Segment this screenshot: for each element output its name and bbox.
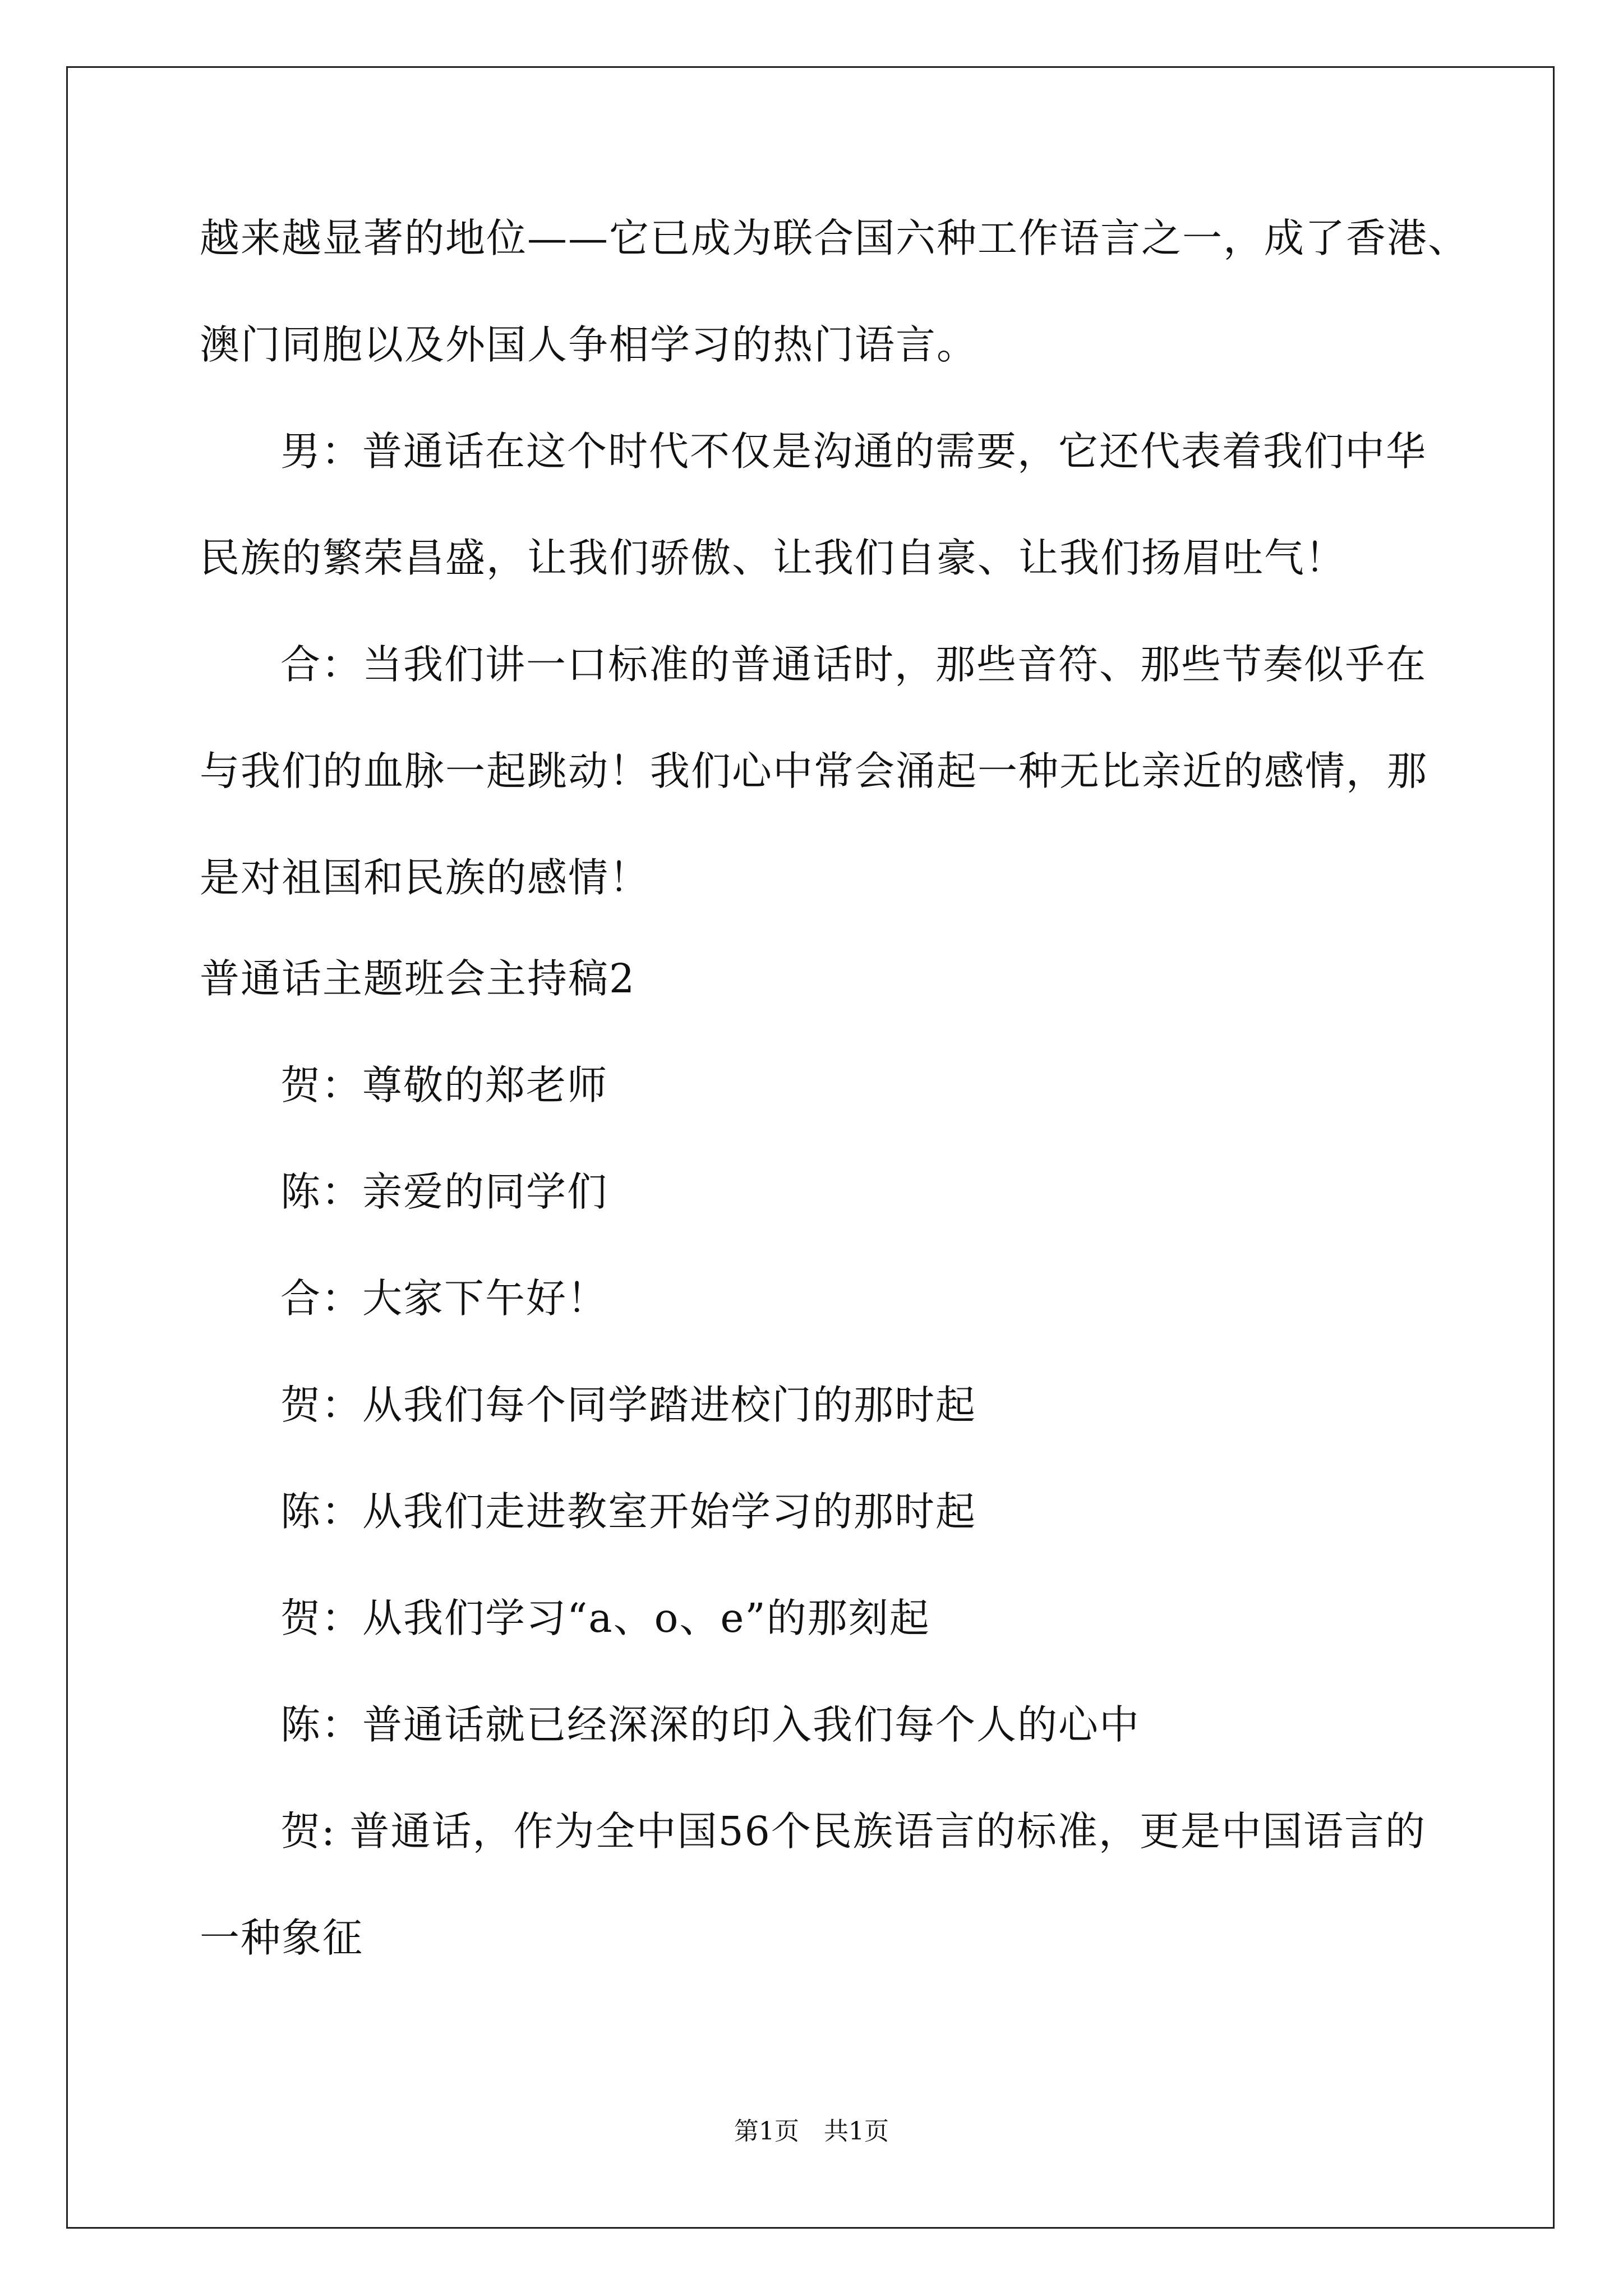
dialogue-line: 贺: 普通话，作为全中国56个民族语言的标准，更是中国语言的 <box>280 1808 1426 1855</box>
dialogue-line: 陈：亲爱的同学们 <box>280 1168 608 1215</box>
dialogue-line: 陈：从我们走进教室开始学习的那时起 <box>280 1488 977 1535</box>
dialogue-line: 贺：从我们学习“a、o、e”的那刻起 <box>280 1595 930 1641</box>
dialogue-line: 合：大家下午好！ <box>280 1275 608 1322</box>
dialogue-line: 贺：尊敬的郑老师 <box>280 1062 608 1108</box>
paragraph-line: 男：普通话在这个时代不仅是沟通的需要，它还代表着我们中华 <box>280 428 1427 475</box>
paragraph-line: 合：当我们讲一口标准的普通话时，那些音符、那些节奏似乎在 <box>280 641 1427 688</box>
paragraph-line: 澳门同胞以及外国人争相学习的热门语言。 <box>200 321 978 368</box>
paragraph-line: 与我们的血脉一起跳动！我们心中常会涌起一种无比亲近的感情，那 <box>200 748 1428 794</box>
dialogue-line: 陈：普通话就已经深深的印入我们每个人的心中 <box>280 1701 1141 1748</box>
paragraph-line: 是对祖国和民族的感情！ <box>200 854 651 901</box>
paragraph-line: 民族的繁荣昌盛，让我们骄傲、让我们自豪、让我们扬眉吐气！ <box>200 535 1347 581</box>
section-heading: 普通话主题班会主持稿2 <box>200 955 636 1002</box>
page-border <box>66 66 1555 2229</box>
page-footer: 第1页 共1页 <box>734 2117 889 2146</box>
dialogue-line: 贺：从我们每个同学踏进校门的那时起 <box>280 1382 977 1428</box>
paragraph-line: 一种象征 <box>200 1915 364 1961</box>
paragraph-line: 越来越显著的地位——它已成为联合国六种工作语言之一，成了香港、 <box>200 215 1469 261</box>
